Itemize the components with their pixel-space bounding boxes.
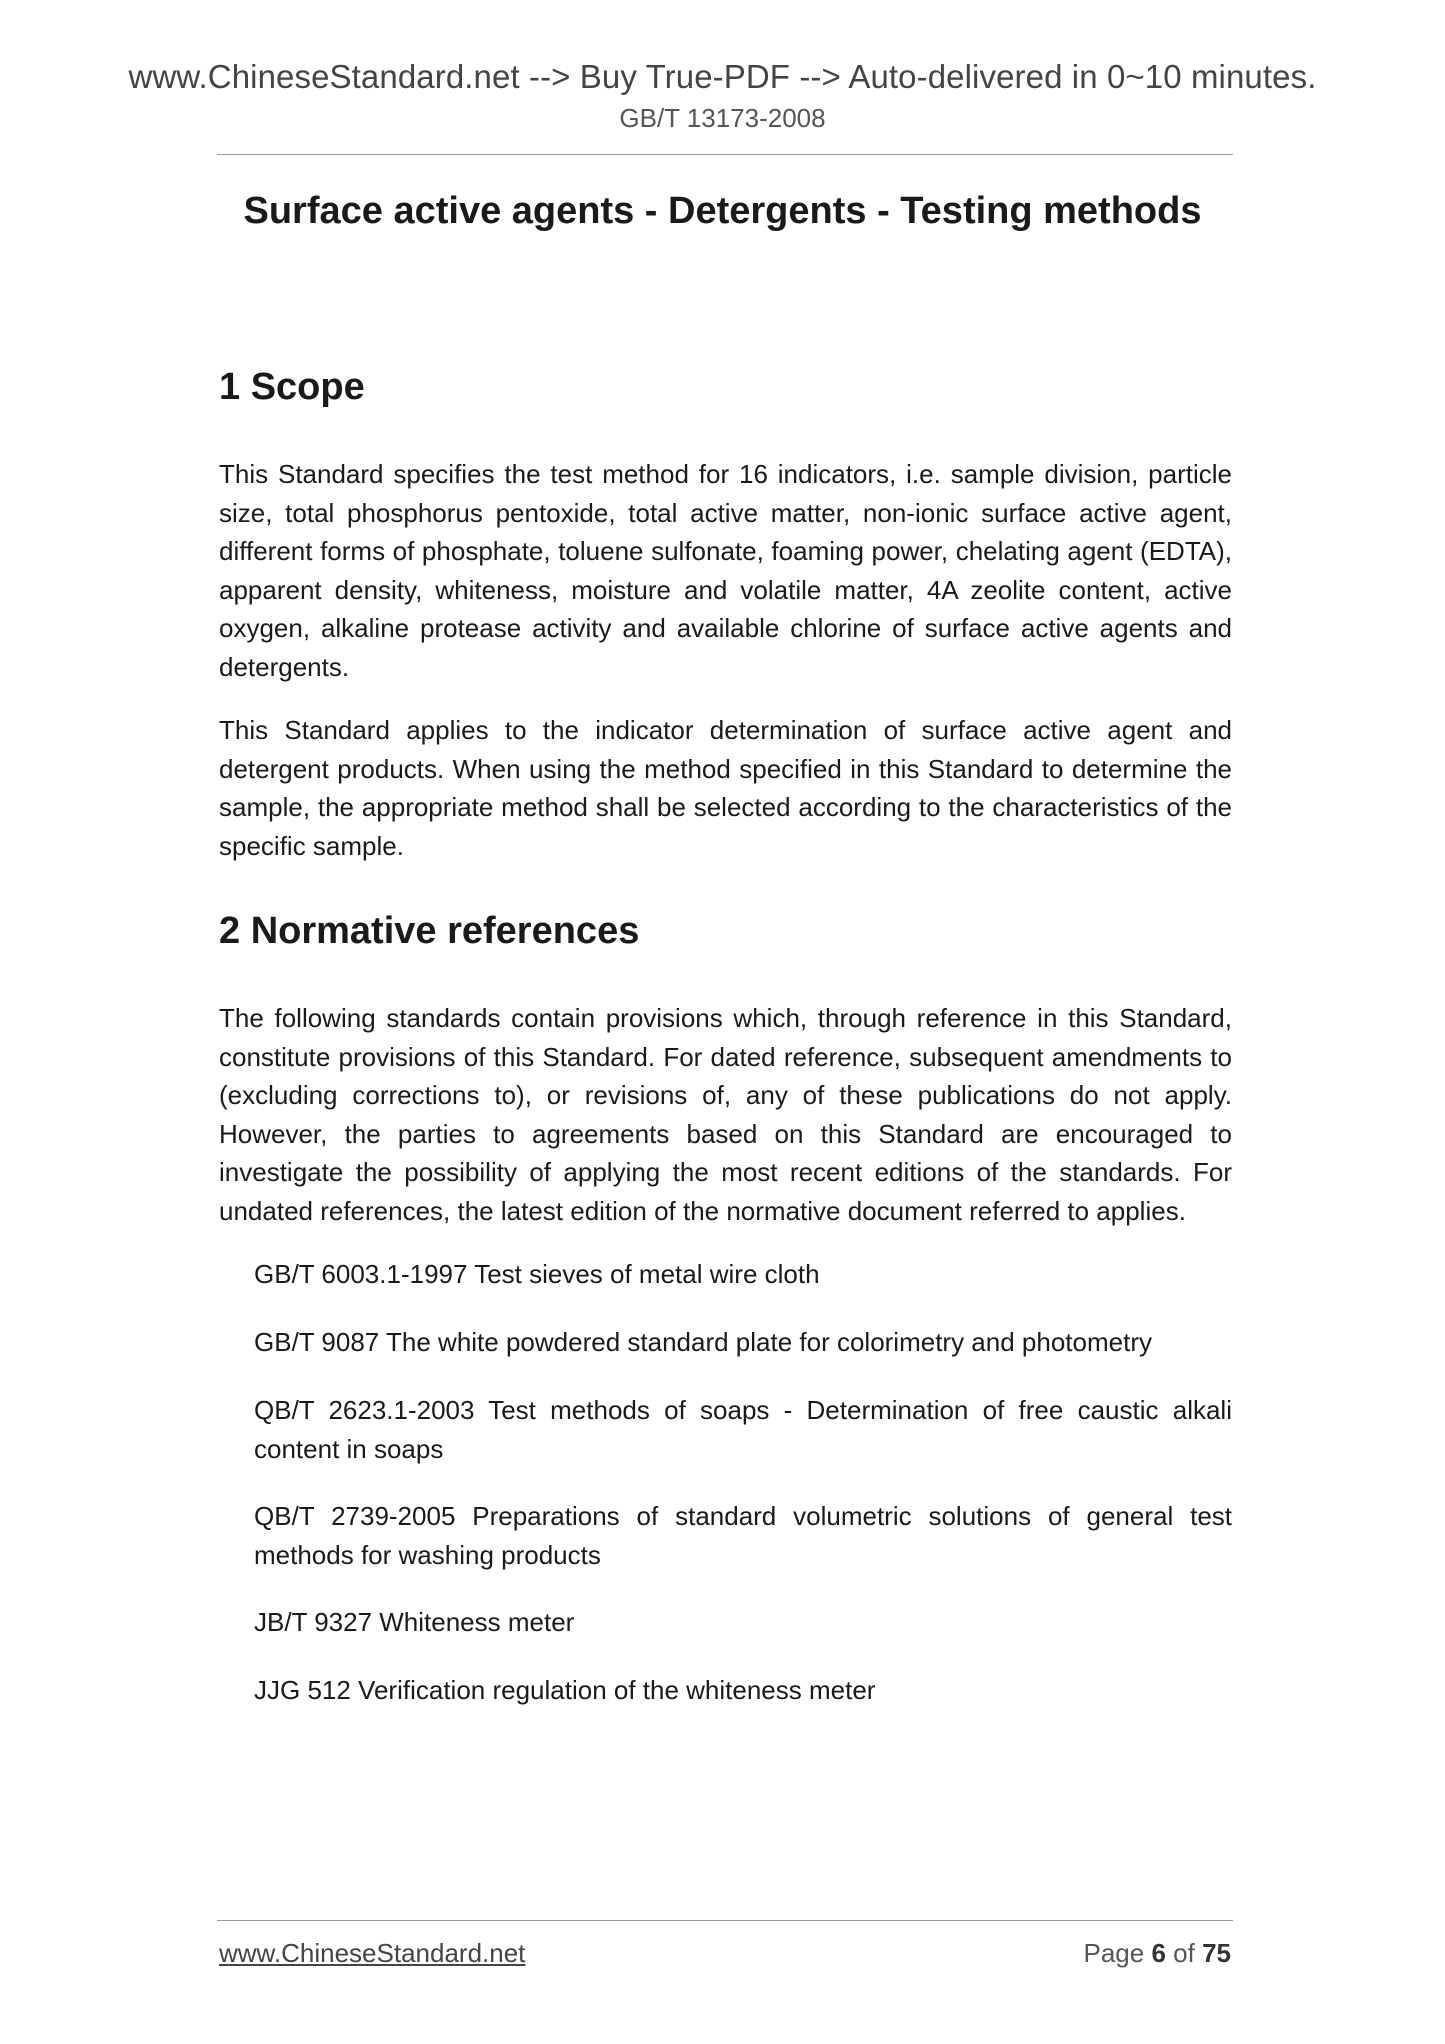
page-label: Page xyxy=(1083,1938,1145,1968)
page-total: 75 xyxy=(1202,1938,1231,1968)
footer-website-link[interactable]: www.ChineseStandard.net xyxy=(219,1938,526,1968)
header-banner: www.ChineseStandard.net --> Buy True-PDF --> Auto-delivered in 0~10 minutes. xyxy=(128,58,1317,95)
reference-item: QB/T 2739-2005 Preparations of standard volumetric solutions of general test methods for washing products xyxy=(254,1501,1232,1570)
reference-item: JJG 512 Verification regulation of the whiteness meter xyxy=(254,1675,876,1705)
section-heading-scope: 1 Scope xyxy=(219,366,365,408)
footer-divider xyxy=(217,1920,1233,1921)
standard-code: GB/T 13173-2008 xyxy=(619,103,826,133)
page-indicator xyxy=(1083,1938,1231,1969)
section-heading-normative-references: 2 Normative references xyxy=(219,910,640,952)
scope-paragraph-2: This Standard applies to the indicator determination of surface active agent and detergent products. When using the method specified in this Standard to determine the sample, the appropriate method shall be selected according to the characteristics of the specific sample. xyxy=(219,715,1232,861)
document-title: Surface active agents - Detergents - Testing methods xyxy=(243,190,1202,232)
scope-paragraph-1: This Standard specifies the test method for 16 indicators, i.e. sample division, particle size, total phosphorus pentoxide, total active matter, non-ionic surface active agent, different forms of phosphate, toluene sulfonate, foaming power, chelating agent (EDTA), apparent density, whiteness, moisture and volatile matter, 4A zeolite content, active oxygen, alkaline protease activity and available chlorine of surface active agents and detergents. xyxy=(219,459,1232,682)
normative-references-paragraph: The following standards contain provisions which, through reference in this Standard, constitute provisions of this Standard. For dated reference, subsequent amendments to (excluding corrections to), or revisions of, any of these publications do not apply. However, the parties to agreements based on this Standard are encouraged to investigate the possibility of applying the most recent editions of the standards. For undated references, the latest edition of the normative document referred to applies. xyxy=(219,1003,1232,1226)
page-of-label: of xyxy=(1173,1938,1195,1968)
reference-item: GB/T 6003.1-1997 Test sieves of metal wire cloth xyxy=(254,1259,820,1289)
reference-item: GB/T 9087 The white powdered standard plate for colorimetry and photometry xyxy=(254,1327,1152,1357)
page-current: 6 xyxy=(1151,1938,1166,1968)
reference-item: QB/T 2623.1-2003 Test methods of soaps - Determination of free caustic alkali content in soaps xyxy=(254,1395,1232,1464)
header-divider xyxy=(217,154,1233,155)
reference-item: JB/T 9327 Whiteness meter xyxy=(254,1607,575,1637)
